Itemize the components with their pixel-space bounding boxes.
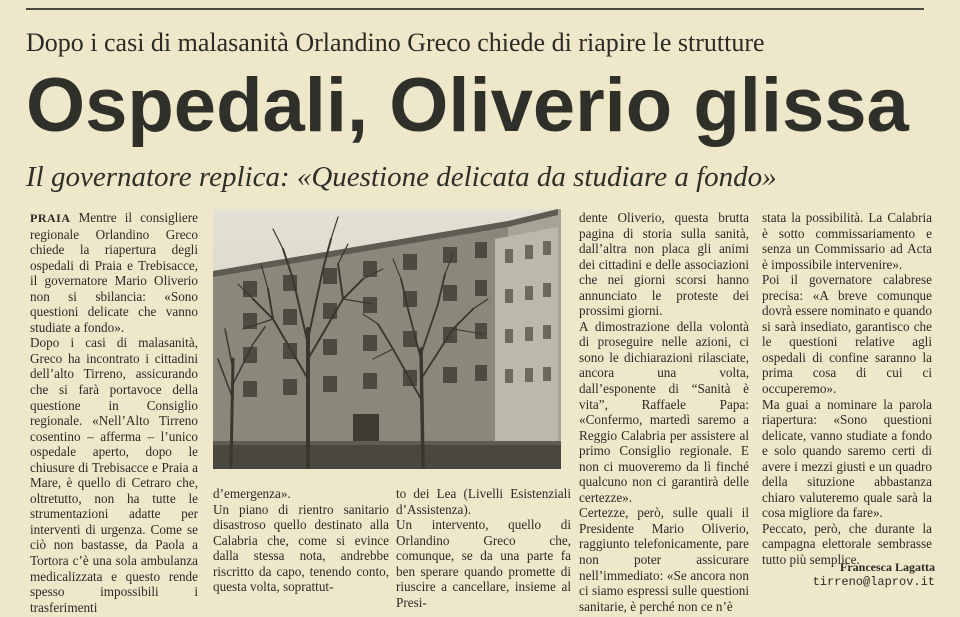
- headline: Ospedali, Oliverio glissa: [26, 63, 909, 148]
- author-byline: Francesca Lagatta: [840, 560, 935, 574]
- author-email: tirreno@laprov.it: [812, 575, 935, 589]
- dateline: PRAIA: [30, 211, 71, 225]
- top-rule: [26, 8, 924, 10]
- paragraph: Certezze, però, sulle quali il Presidente Mario Oliverio, raggiunto telefonicamente, pare non poter assicurare nell’immediato: «Se ancora non ci siamo espressi sulle questioni sanitarie, è perché non ce n’è: [579, 505, 749, 614]
- paragraph: A dimostrazione della volontà di proseguire nelle azioni, ci sono le dichiarazioni rilasciate, ancora una volta, dall’esponente di “Sanità è vita”, Raffaele Papa: «Confermo, martedì saremo a Reggio Calabria per assistere al primo Consiglio regionale. E non ci muoveremo da lì finché qualcuno non ci garantirà delle certezze».: [579, 318, 749, 505]
- paragraph: dente Oliverio, questa brutta pagina di storia sulla sanità, dall’altra non placa gli animi dei cittadini e delle associazioni che nei giorni scorsi hanno annunciato le proteste dei prossimi giorni.: [579, 210, 749, 319]
- article-column-3: [396, 486, 571, 610]
- article-column-4: [579, 210, 749, 614]
- hospital-building-photo: [213, 209, 561, 469]
- paragraph: Peccato, però, che durante la campagna elettorale sembrasse tutto più semplice.: [762, 520, 932, 568]
- paragraph: stata la possibilità. La Calabria è sotto commissariamento e senza un Commissario ad Acta è impossibile intervenire».: [762, 210, 932, 272]
- paragraph: Ma guai a nominare la parola riapertura: «Sono questioni delicate, vanno studiate a fondo e solo quando saremo certi di avere i mezzi giusti e un quadro della situzione abbastanza chiaro valuteremo quale sarà la cosa migliore da fare».: [762, 396, 932, 521]
- paragraph: Dopo i casi di malasanità, Greco ha incontrato i cittadini dell’alto Tirreno, assicurando che si farà portavoce della questione in Consiglio regionale. «Nell’Alto Tirreno cosentino – afferma – l’unico ospedale aperto, dopo le chiusure di Trebisacce e Praia a Mare, è quello di Cetraro che, oltretutto, non ha tutte le strumentazioni adatte per interventi di urgenza. Come se ciò non bastasse, da Paola a Tortora c’è una sola ambulanza medicalizzata e questo rende spesso impossibili i trasferimenti: [30, 335, 198, 615]
- article-column-5: [762, 210, 932, 568]
- article-column-1: [30, 210, 198, 615]
- paragraph: Un piano di rientro sanitario disastroso quello destinato alla Calabria che, come si evince dalla stessa nota, andrebbe riscritto da capo, tenendo conto, questa volta, soprattut-: [213, 501, 389, 595]
- paragraph: to dei Lea (Livelli Esistenziali d’Assistenza).: [396, 486, 571, 517]
- paragraph: Un intervento, quello di Orlandino Greco che, comunque, se da una parte fa ben sperare quando promette di riuscire a cancellare, insieme al Presi-: [396, 517, 571, 610]
- paragraph: d’emergenza».: [213, 486, 291, 501]
- subheadline: Il governatore replica: «Questione delicata da studiare a fondo»: [26, 161, 777, 193]
- paragraph: [30, 210, 198, 335]
- kicker-line: Dopo i casi di malasanità Orlandino Greco chiede di riapire le strutture: [26, 28, 765, 57]
- paragraph: Poi il governatore calabrese precisa: «A breve comunque dovrà essere nominato e quando si sarà insediato, garantisco che le questioni relative agli ospedali di confine saranno la prima cosa di cui ci occuperemo».: [762, 272, 932, 397]
- paragraph-text: Mentre il consigliere regionale Orlandino Greco chiede la riapertura degli ospedali di Praia e Trebisacce, il governatore Mario Oliverio non si sbilancia: «Sono questioni delicate che vanno studiate a fondo».: [30, 210, 198, 335]
- hospital-building-illustration: [213, 209, 561, 469]
- article-column-2: [213, 486, 389, 595]
